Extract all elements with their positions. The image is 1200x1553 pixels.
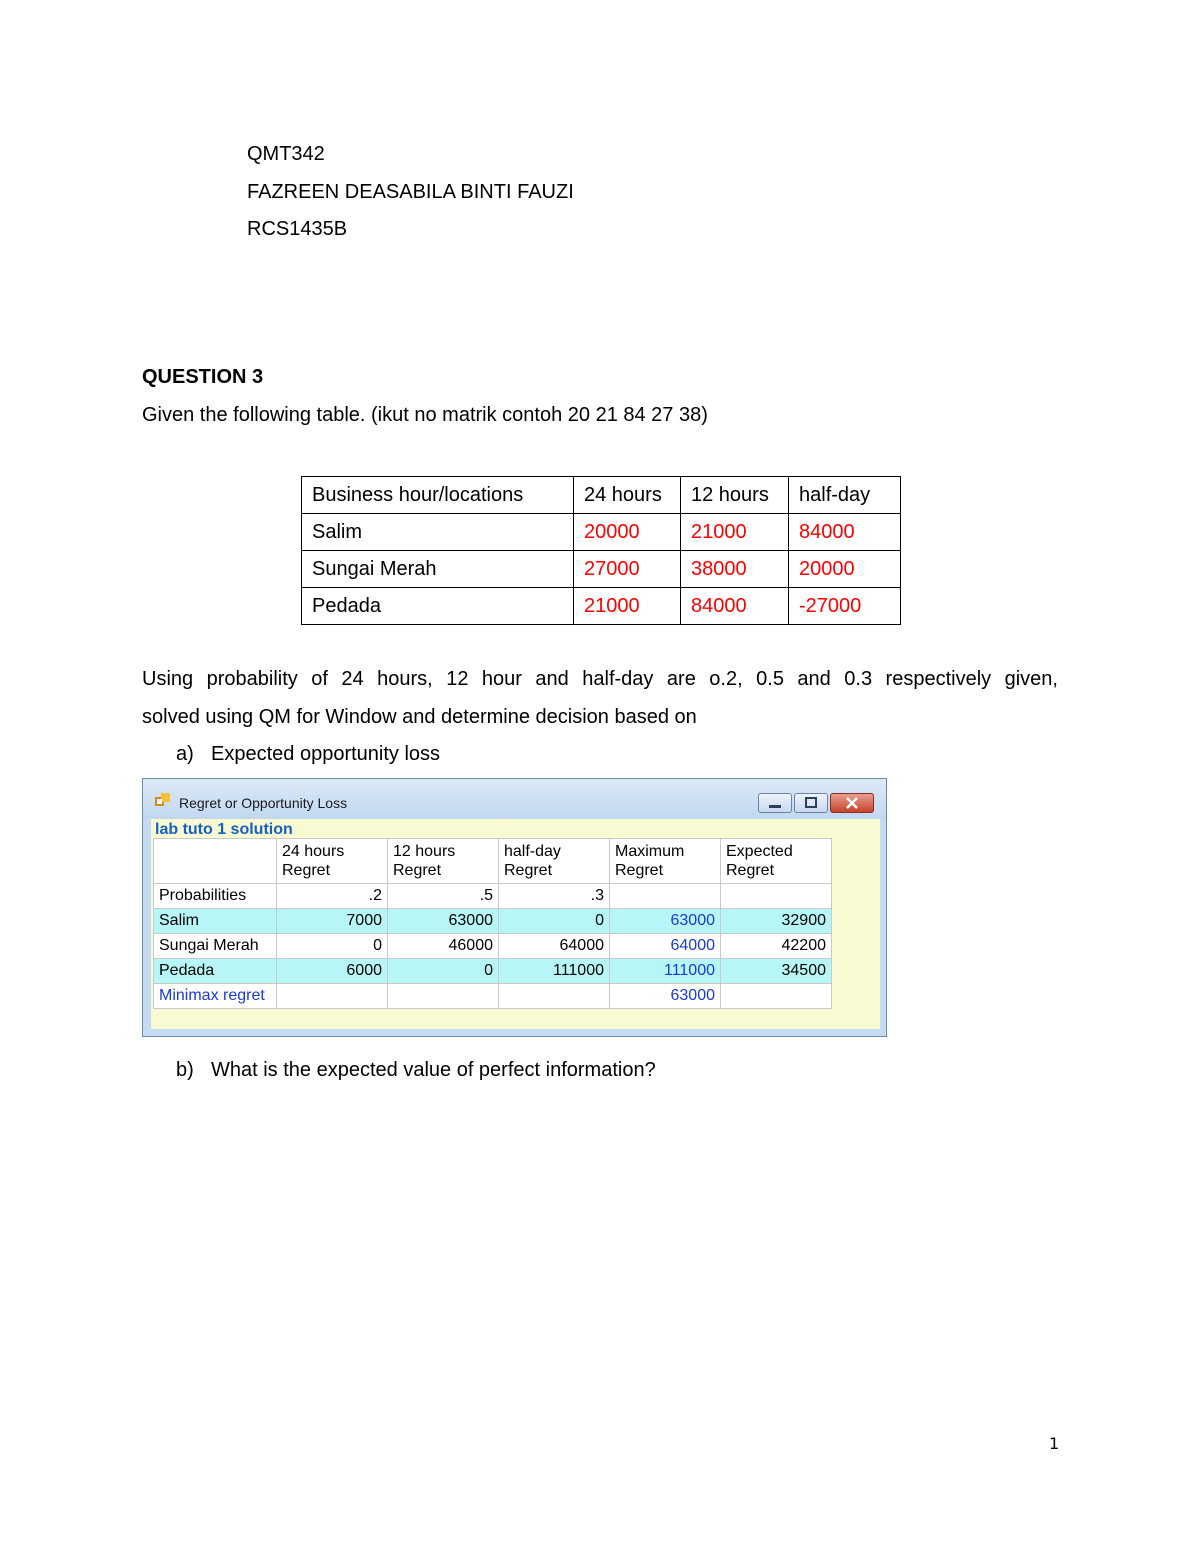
row-label: Sungai Merah xyxy=(154,934,277,959)
cell[interactable] xyxy=(721,984,832,1009)
cell[interactable]: .2 xyxy=(277,884,388,909)
student-name: FAZREEN DEASABILA BINTI FAUZI xyxy=(247,181,574,203)
cell[interactable]: 7000 xyxy=(277,909,388,934)
cell[interactable]: .3 xyxy=(499,884,610,909)
cell[interactable]: 6000 xyxy=(277,959,388,984)
close-icon xyxy=(831,794,873,812)
table-row xyxy=(302,588,901,625)
cell[interactable]: 63000 xyxy=(610,909,721,934)
cell[interactable] xyxy=(388,984,499,1009)
question-intro: Given the following table. (ikut no matrik contoh 20 21 84 27 38) xyxy=(142,404,708,426)
row-label: Probabilities xyxy=(154,884,277,909)
value-cell: 20000 xyxy=(574,514,681,551)
page-number: 1 xyxy=(1049,1434,1060,1453)
cell[interactable]: 63000 xyxy=(388,909,499,934)
given-table-header xyxy=(302,477,901,514)
cell[interactable] xyxy=(610,884,721,909)
window-body xyxy=(151,819,880,1029)
table-row xyxy=(302,514,901,551)
cell[interactable] xyxy=(721,884,832,909)
cell[interactable]: 0 xyxy=(499,909,610,934)
table-row xyxy=(154,984,832,1009)
group-code: RCS1435B xyxy=(247,218,348,240)
given-table xyxy=(301,476,901,625)
maximize-icon xyxy=(795,794,827,812)
close-button[interactable] xyxy=(830,793,874,813)
solution-title: lab tuto 1 solution xyxy=(155,821,293,838)
cell[interactable]: 42200 xyxy=(721,934,832,959)
header-cell: Business hour/locations xyxy=(302,477,574,514)
value-cell: 38000 xyxy=(681,551,789,588)
item-b-label: b) xyxy=(176,1059,194,1081)
item-a-label: a) xyxy=(176,743,194,765)
header-cell: 12 hours xyxy=(681,477,789,514)
minimize-button[interactable] xyxy=(758,793,792,813)
regret-table-header xyxy=(154,839,832,884)
value-cell: 27000 xyxy=(574,551,681,588)
cell[interactable]: 64000 xyxy=(499,934,610,959)
cell[interactable]: 64000 xyxy=(610,934,721,959)
window-title: Regret or Opportunity Loss xyxy=(179,795,348,811)
minimize-icon xyxy=(759,794,791,812)
value-cell: 20000 xyxy=(789,551,901,588)
paragraph-line-2: solved using QM for Window and determine decision based on xyxy=(142,706,697,728)
table-row xyxy=(154,959,832,984)
cell[interactable]: 34500 xyxy=(721,959,832,984)
row-label: Salim xyxy=(154,909,277,934)
value-cell: 84000 xyxy=(789,514,901,551)
row-label: Sungai Merah xyxy=(302,551,574,588)
header-cell: 24 hours xyxy=(574,477,681,514)
regret-window xyxy=(142,778,887,1037)
table-row xyxy=(302,551,901,588)
column-header: 24 hours Regret xyxy=(277,839,388,884)
cell[interactable]: 0 xyxy=(388,959,499,984)
item-b xyxy=(176,1059,656,1082)
table-row xyxy=(154,909,832,934)
item-a-text: Expected opportunity loss xyxy=(211,743,441,765)
value-cell: -27000 xyxy=(789,588,901,625)
cell[interactable]: 46000 xyxy=(388,934,499,959)
item-b-text: What is the expected value of perfect information? xyxy=(211,1059,656,1081)
maximize-button[interactable] xyxy=(794,793,828,813)
value-cell: 21000 xyxy=(574,588,681,625)
header-cell: half-day xyxy=(789,477,901,514)
paragraph-line-1: Using probability of 24 hours, 12 hour and half-day are o.2, 0.5 and 0.3 respectively given, xyxy=(142,668,1058,690)
row-label: Salim xyxy=(302,514,574,551)
cell[interactable]: .5 xyxy=(388,884,499,909)
column-header: Maximum Regret xyxy=(610,839,721,884)
question-title: QUESTION 3 xyxy=(142,366,264,388)
column-header: 12 hours Regret xyxy=(388,839,499,884)
cell[interactable]: 111000 xyxy=(610,959,721,984)
row-label: Pedada xyxy=(154,959,277,984)
row-label: Minimax regret xyxy=(154,984,277,1009)
course-code: QMT342 xyxy=(247,143,325,165)
cell[interactable]: 0 xyxy=(277,934,388,959)
column-header: Expected Regret xyxy=(721,839,832,884)
table-row xyxy=(154,884,832,909)
cell[interactable] xyxy=(499,984,610,1009)
value-cell: 21000 xyxy=(681,514,789,551)
window-titlebar[interactable] xyxy=(143,779,886,819)
corner-cell xyxy=(154,839,277,884)
column-header: half-day Regret xyxy=(499,839,610,884)
cell[interactable] xyxy=(277,984,388,1009)
app-icon xyxy=(155,793,171,807)
value-cell: 84000 xyxy=(681,588,789,625)
cell[interactable]: 32900 xyxy=(721,909,832,934)
cell[interactable]: 63000 xyxy=(610,984,721,1009)
table-row xyxy=(154,934,832,959)
regret-table xyxy=(153,838,832,1009)
row-label: Pedada xyxy=(302,588,574,625)
item-a xyxy=(176,743,440,766)
cell[interactable]: 111000 xyxy=(499,959,610,984)
